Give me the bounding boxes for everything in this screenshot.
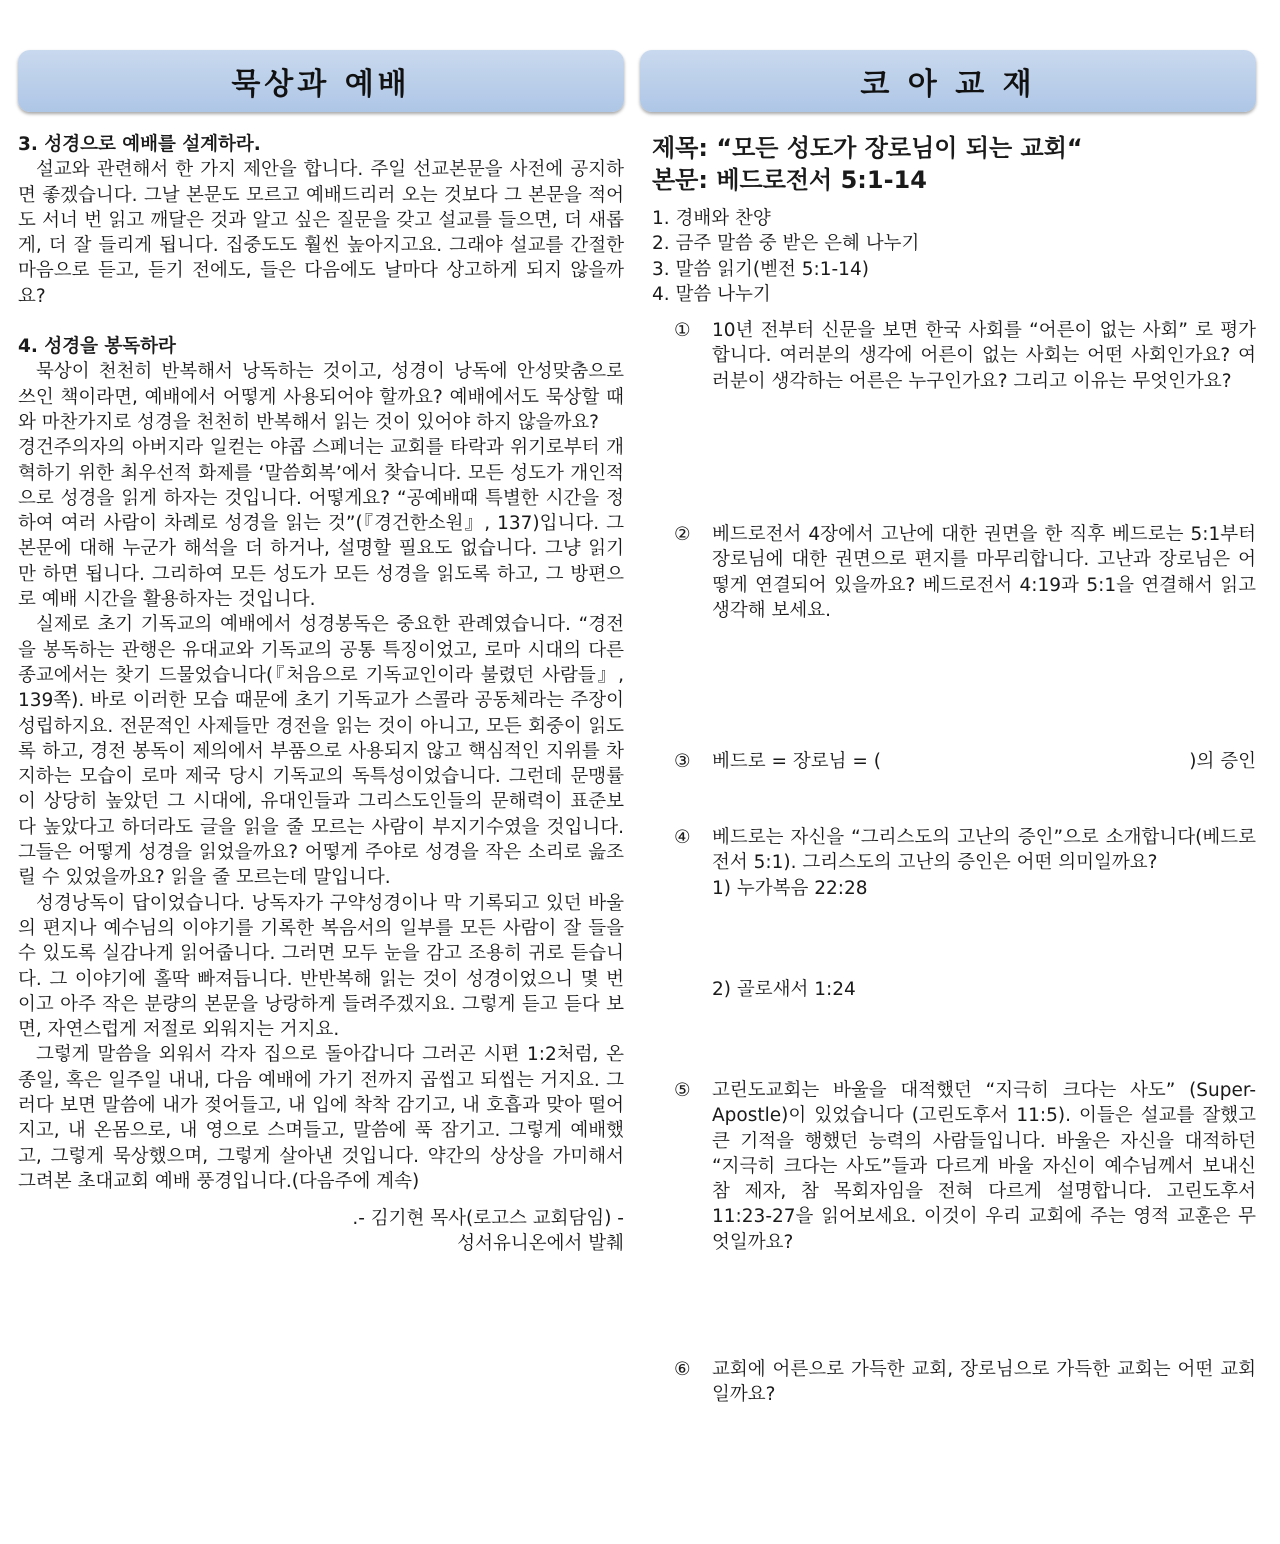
question-number: ③ <box>674 751 691 772</box>
spacer <box>18 309 624 334</box>
signature <box>18 1206 624 1257</box>
order-item: 1. 경배와 찬양 <box>652 208 771 229</box>
question-text: 베드로전서 4장에서 고난에 대한 권면을 한 직후 베드로는 5:1부터 장로님에 대한 권면으로 편지를 마무리합니다. 고난과 장로님은 어떻게 연결되어 있을까요? 베드로전서 4:19과 5:1을 연결해서 읽고 생각해 보세요. <box>712 524 1256 621</box>
question-number: ① <box>674 320 691 341</box>
question-4 <box>674 825 1256 1002</box>
sub-question-1: 1) 누가복음 22:28 <box>712 877 868 899</box>
right-column <box>640 50 1256 1406</box>
question-2 <box>674 522 1256 623</box>
question-number: ⑥ <box>674 1359 691 1380</box>
lesson-title: 제목: “모든 성도가 장로님이 되는 교회“ <box>652 134 1083 162</box>
order-item: 2. 금주 말씀 중 받은 은혜 나누기 <box>652 233 920 255</box>
question-1 <box>674 318 1256 394</box>
order-item: 4. 말씀 나누기 <box>652 283 771 305</box>
paragraph: 설교와 관련해서 한 가지 제안을 합니다. 주일 선교본문을 사전에 공지하면 좋겠습니다. 그날 본문도 모르고 예배드리러 오는 것보다 그 본문을 적어도 서너 번 읽고 깨달은 것과 알고 싶은 질문을 갖고 설교를 들으면, 더 새롭게, 더 잘 들리게 됩니다. 집중도도 훨씬 높아지고요. 그래야 설교를 간절한 마음으로 듣고, 듣기 전에도, 들은 다음에도 날마다 상고하게 되지 않을까요? <box>18 159 624 307</box>
paragraph: 경건주의자의 아버지라 일컫는 야콥 스페너는 교회를 타락과 위기로부터 개혁하기 위한 최우선적 화제를 ‘말씀회복’에서 찾습니다. 모든 성도가 개인적으로 성경을 읽게 하자는 것입니다. 어떻게요? “공예배때 특별한 시간을 정하여 여러 사람이 차례로 성경을 읽는 것”(『경건한소원』, 137)입니다. 그 본문에 대해 누군가 해석을 더 하거나, 설명할 필요도 없습니다. 그냥 읽기만 하면 됩니다. 그리하여 모든 성도가 모든 성경을 읽도록 하고, 그 방편으로 예배 시간을 활용하자는 것입니다. <box>18 437 624 611</box>
question-text <box>712 749 1256 774</box>
section-heading-3: 3. 성경으로 예배를 설계하라. <box>18 134 261 155</box>
question-3 <box>674 749 1256 774</box>
left-header-banner: 묵상과 예배 <box>18 50 624 112</box>
question-number: ② <box>674 524 691 545</box>
fill-blank-left: 베드로 = 장로님 = ( <box>712 751 881 772</box>
signature-author: .- 김기현 목사(로고스 교회담임) - <box>352 1208 624 1230</box>
paragraph: 성경낭독이 답이었습니다. 낭독자가 구약성경이나 막 기록되고 있던 바울의 편지나 예수님의 이야기를 기록한 복음서의 일부를 모든 사람이 잘 들을 수 있도록 실감나게 읽어줍니다. 그러면 모두 눈을 감고 조용히 귀로 듣습니다. 그 이야기에 홀딱 빠져듭니다. 반반복해 읽는 것이 성경이었으니 몇 번이고 아주 작은 분량의 본문을 낭랑하게 들려주겠지요. 그렇게 듣고 듣다 보면, 자연스럽게 저절로 외워지는 거지요. <box>18 892 624 1041</box>
right-content <box>640 132 1256 1512</box>
paragraph: 묵상이 천천히 반복해서 낭독하는 것이고, 성경이 낭독에 안성맞춤으로 쓰인 책이라면, 예배에서 어떻게 사용되어야 할까요? 예배에서도 묵상할 때와 마찬가지로 성경을 천천히 반복해서 읽는 것이 있어야 하지 않을까요? <box>18 361 624 433</box>
question-5 <box>674 1078 1256 1255</box>
fill-blank-right: )의 증인 <box>1189 751 1256 772</box>
order-list <box>652 206 1256 307</box>
question-text: 10년 전부터 신문을 보면 한국 사회를 “어른이 없는 사회” 로 평가합니다. 여러분의 생각에 어른이 없는 사회는 어떤 사회인가요? 여러분이 생각하는 어른은 누구인가요? 그리고 이유는 무엇인가요? <box>712 320 1256 392</box>
left-content <box>18 132 624 1257</box>
sub-question-2: 2) 골로새서 1:24 <box>712 978 856 1000</box>
signature-source: 성서유니온에서 발췌 <box>457 1233 624 1255</box>
question-number: ④ <box>674 827 691 848</box>
question-text: 교회에 어른으로 가득한 교회, 장로님으로 가득한 교회는 어떤 교회일까요? <box>712 1359 1256 1406</box>
question-text: 고린도교회는 바울을 대적했던 “지극히 크다는 사도” (Super-Apostle)이 있었습니다 (고린도후서 11:5). 이들은 설교를 잘했고 큰 기적을 행했던 능력의 사람들입니다. 바울은 자신을 대적하던 “지극히 크다는 사도”들과 다르게 바울 자신이 예수님께서 보내신 참 제자, 참 목회자임을 전혀 다르게 설명합니다. 고린도후서 11:23-27을 읽어보세요. 이것이 우리 교회에 주는 영적 교훈은 무엇일까요? <box>712 1080 1256 1253</box>
paragraph: 실제로 초기 기독교의 예배에서 성경봉독은 중요한 관례였습니다. “경전을 봉독하는 관행은 유대교와 기독교의 공통 특징이었고, 로마 시대의 다른 종교에서는 찾기 드물었습니다(『처음으로 기독교인이라 불렸던 사람들』, 139쪽). 바로 이러한 모습 때문에 초기 기독교가 스콜라 공동체라는 주장이 성립하지요. 전문적인 사제들만 경전을 읽는 것이 아니고, 모든 회중이 읽도록 하고, 경전 봉독이 제의에서 부품으로 사용되지 않고 핵심적인 지위를 차지하는 모습이 로마 제국 당시 기독교의 독특성이었습니다. 그런데 문맹률이 상당히 높았던 그 시대에, 유대인들과 그리스도인들의 문해력이 표준보다 높았다고 하더라도 글을 읽을 줄 모르는 사람이 부지기수였을 것입니다. 그들은 어떻게 성경을 읽었을까요? 어떻게 주야로 성경을 작은 소리로 읊조릴 수 있었을까요? 읽을 줄 모르는데 말입니다. <box>18 614 624 889</box>
lesson-text-reference: 본문: 베드로전서 5:1-14 <box>652 166 927 194</box>
question-text: 베드로는 자신을 “그리스도의 고난의 증인”으로 소개합니다(베드로전서 5:1). 그리스도의 고난의 증인은 어떤 의미일까요? <box>712 827 1256 874</box>
paragraph: 그렇게 말씀을 외워서 각자 집으로 돌아갑니다 그러곤 시편 1:2처럼, 온 종일, 혹은 일주일 내내, 다음 예배에 가기 전까지 곱씹고 되씹는 거지요. 그러다 보면 말씀에 내가 젖어들고, 내 입에 착착 감기고, 내 호흡과 맞아 떨어지고, 내 온몸으로, 내 영으로 스며들고, 말씀에 푹 잠기고. 그렇게 예배했고, 그렇게 묵상했으며, 그렇게 살아낸 것입니다. 약간의 상상을 가미해서 그려본 초대교회 예배 풍경입니다.(다음주에 계속) <box>18 1044 624 1192</box>
section-heading-4: 4. 성경을 봉독하라 <box>18 336 176 358</box>
left-column <box>18 50 624 1255</box>
right-header-banner: 코 아 교 재 <box>640 50 1256 112</box>
question-6 <box>674 1357 1256 1408</box>
question-number: ⑤ <box>674 1080 691 1101</box>
order-item: 3. 말씀 읽기(벧전 5:1-14) <box>652 258 869 280</box>
